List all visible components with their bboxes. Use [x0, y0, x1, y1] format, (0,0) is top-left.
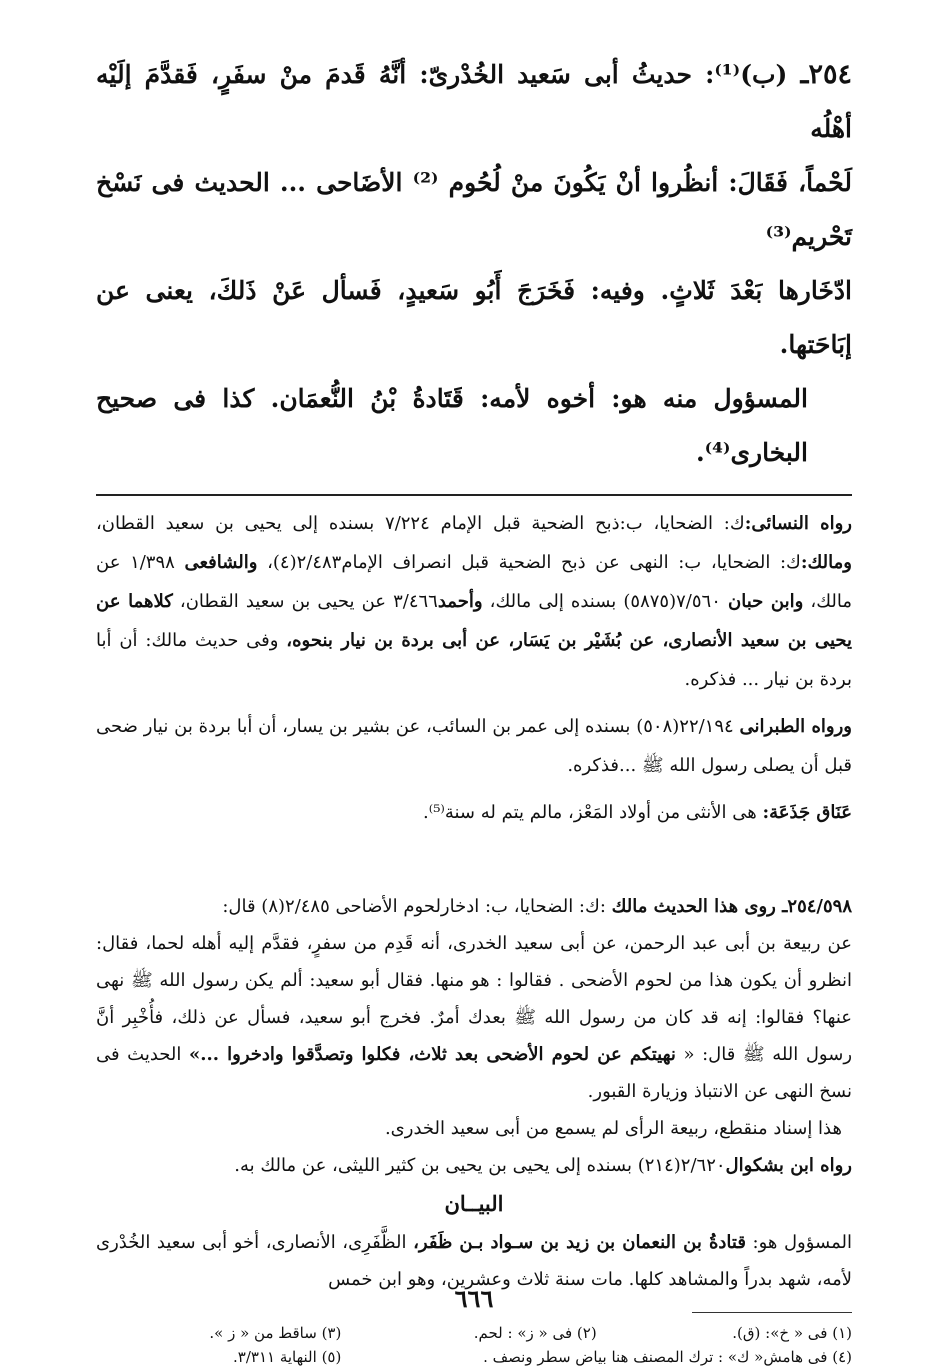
main-entry: [96, 48, 852, 480]
entry-598-isnad-note: [96, 1110, 852, 1147]
bold-run: ومالك:: [800, 552, 852, 573]
text-run: المسؤول هو:: [745, 1232, 852, 1253]
text-run: هذا إسناد منقطع، ربيعة الرأى لم يسمع من أبى سعيد الخدرى.: [384, 1118, 842, 1139]
bold-run: والشافعى: [184, 552, 258, 573]
text-run: ٢/٦٢٠(٢١٤) بسنده إلى يحيى بن يحيى بن كثير الليثى، عن مالك به.: [234, 1155, 726, 1176]
entry-598-hadith: [96, 925, 852, 1110]
page-content: [96, 48, 852, 1369]
entry-number: ٢٥٤ـ: [800, 59, 852, 90]
bold-run: رواه النسائى:: [744, 513, 852, 534]
text-run: ٢٢/١٩٤(٥٠٨) بسنده إلى عمر بن السائب، عن بشير بن يسار، أن أبا بردة بن نيار ضحى قبل أن يصلى رسول الله ﷺ ...فذكره.: [96, 716, 852, 776]
entry-598: [96, 888, 852, 1184]
footnote-3: (٣) ساقط من « ز ».: [209, 1324, 342, 1342]
bold-run: وأحمد: [437, 591, 483, 612]
bayan-heading: البيــان: [444, 1191, 504, 1216]
main-entry-line-2: لَحْماً، فَقَالَ: أنظُروا أنْ يَكُونَ منْ لُحُوم ⁽²⁾ الأضَاحى ... الحديث فى نَسْخ تَحْريم⁽³⁾: [96, 168, 852, 251]
note-paragraph-1: [96, 504, 852, 699]
bold-run: ٢٥٤/٥٩٨ـ روى هذا الحديث مالك: [611, 896, 852, 917]
text-run: ك: الضحايا، ب:ذبح الضحية قبل الإمام ٧/٢٢٤ بسنده إلى يحيى بن سعيد القطان،: [96, 513, 745, 534]
text-run: ٣/٤٦٦ عن يحيى بن سعيد القطان،: [172, 591, 438, 612]
text-run: هى الأنثى من أولاد المَعْز، مالم يتم له سنة⁽⁵⁾.: [423, 802, 763, 823]
bold-run: نهيتكم عن لحوم الأضحى بعد ثلاث، فكلوا وتصدَّقوا وادخروا ...»: [189, 1044, 676, 1065]
bold-run: عَنَاق جَذَعَة:: [762, 802, 852, 823]
bayan-section: [96, 1184, 852, 1298]
bold-run: رواه ابن بشكوال: [725, 1155, 852, 1176]
blank-space: [96, 832, 852, 888]
bold-run: ورواه الطبرانى: [739, 716, 852, 737]
footnote-5: (٥) النهاية ٣/٣١١.: [233, 1348, 342, 1366]
bold-run: وابن حبان: [727, 591, 804, 612]
bold-run: قتادةُ بن النعمان بن زيد بن سـواد بـن ظَفَر،: [413, 1232, 746, 1253]
main-entry-line-4: المسؤول منه هو: أخوه لأمه: قَتَادةُ بْنُ النُّعمَان. كذا فى صحيح البخارى⁽⁴⁾.: [96, 384, 808, 467]
takhrij-notes: [96, 504, 852, 832]
text-run: :ك: الضحايا، ب: ادخارلحوم الأضاحى ٢/٤٨٥(٨) قال:: [222, 896, 612, 917]
text-run: ك: الضحايا، ب: النهى عن ذبح الضحية قبل انصراف الإمام٢/٤٨٣(٤)،: [257, 552, 801, 573]
section-divider: [96, 494, 852, 496]
text-run: الحديث فى نسخ النهى عن الانتباذ وزيارة القبور.: [96, 1044, 852, 1102]
entry-598-ibn-bashkuwal: [96, 1147, 852, 1184]
main-entry-line-1: [96, 48, 852, 156]
entry-598-header: [96, 888, 852, 925]
main-entry-line-3: ادّخَارها بَعْدَ ثَلاثٍ. وفيه: فَخَرَجَ أَبُو سَعيدٍ، فَسأل عَنْ ذَلكَ، يعنى عن إبَاحَتها.: [96, 276, 852, 359]
footnote-1: (١) فى « خ»: (ق).: [732, 1324, 852, 1342]
note-paragraph-3: [96, 793, 852, 832]
footnotes: [96, 1321, 852, 1369]
bold-run: كلاهما عن يحيى بن سعيد الأنصارى، عن بُشَيْر بن يَسَار، عن أبى بردة بن نيار بنحوه،: [96, 591, 853, 651]
note-paragraph-2: [96, 707, 852, 785]
main-entry-text-1: (ب)⁽¹⁾: حديثُ أبى سَعيد الخُدْرىّ: أنَّهُ قَدمَ منْ سفَرٍ، فَقدَّمَ إلَيْه أهْلُه: [96, 60, 852, 143]
text-run: ٧/٥٦٠(٥٨٧٥) بسنده إلى مالك،: [482, 591, 728, 612]
footnote-4: (٤) فى هامش« ك» : ترك المصنف هنا بياض سطر ونصف .: [483, 1348, 852, 1366]
footnote-2: (٢) فى « ز» : لحم.: [473, 1324, 597, 1342]
text-run: ١/٣٩٨ عن مالك،: [96, 552, 852, 612]
page-number: ٦٦٦: [454, 1284, 494, 1313]
text-run: عن ربيعة بن أبى عبد الرحمن، عن أبى سعيد الخدرى، أنه قَدِم من سفرٍ، فقدَّم إليه أهله لحما، فقال: انظرو أن يكون هذا من لحوم الأضحى . فقالوا : هو منها. فقال أبو سعيد: ألم يكن رسول الله ﷺ نهى عنها؟ فقالوا: إنه قد كان من رسول الله ﷺ بعدك أمرٌ. فخرج أبو سعيد، فسأل عن ذلك، فأُخْبِر أنَّ رسول الله ﷺ قال: «: [96, 933, 853, 1065]
text-run: الظَّفَرِى، الأنصارى، أخو أبى سعيد الخُدْرى لأمه، شهد بدراً والمشاهد كلها. مات سنة ثلاث وعشرين، وهو ابن خمس: [96, 1232, 852, 1290]
text-run: وفى حديث مالك: أن أبا بردة بن نيار ... فذكره.: [96, 630, 852, 690]
